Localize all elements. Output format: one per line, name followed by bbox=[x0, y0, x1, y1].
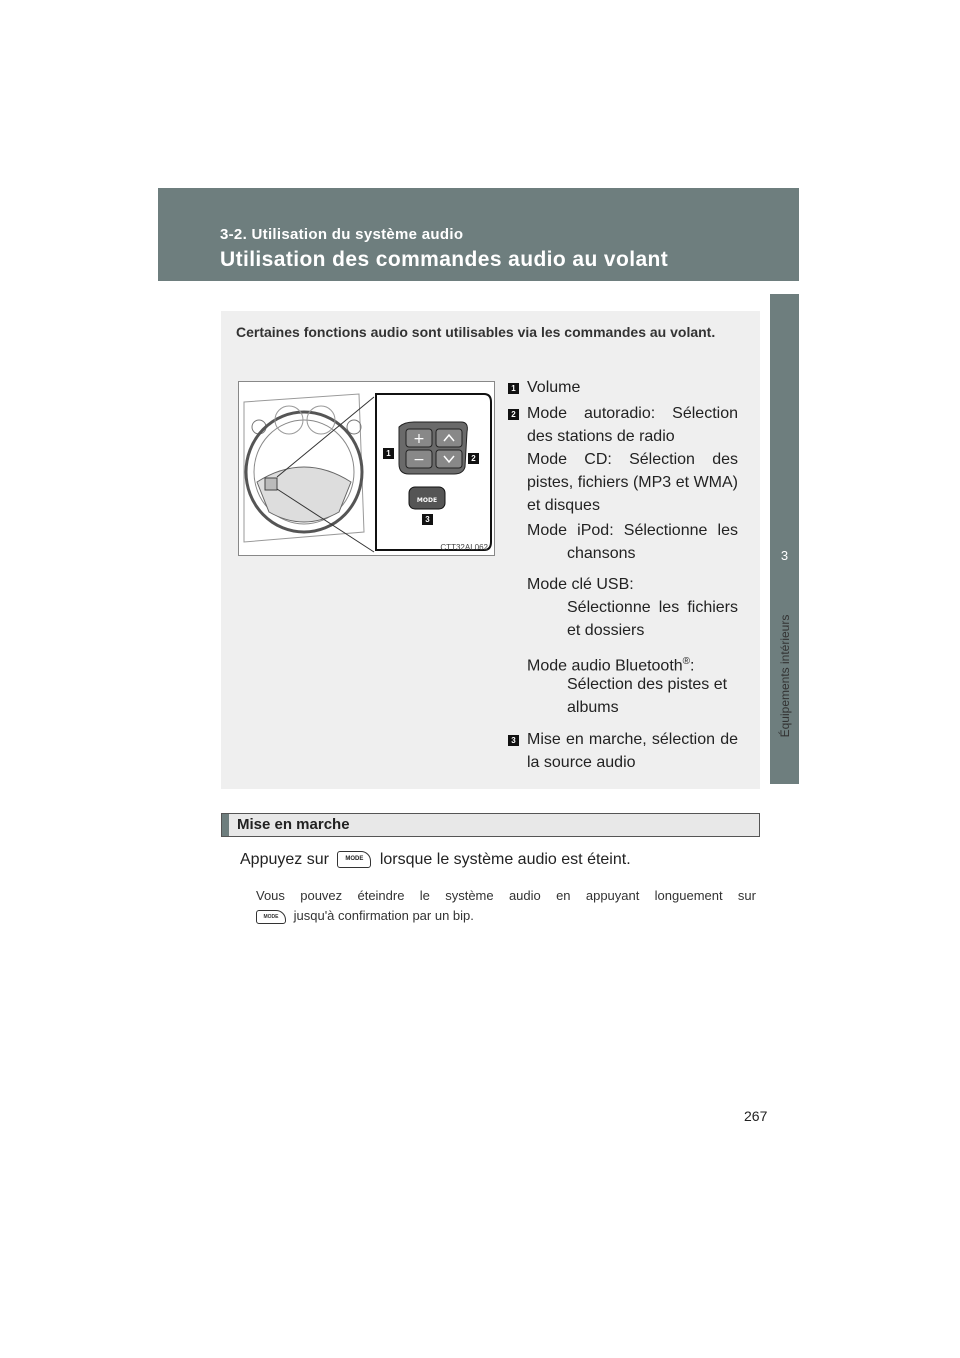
cd-mode-text: Mode CD: Sélection des pistes, fichiers (MP3 et WMA) et disques bbox=[527, 451, 738, 514]
usb-mode-label: Mode clé USB: bbox=[527, 576, 634, 593]
ipod-mode-cont: chansons bbox=[567, 545, 636, 562]
figure-callout-1: 1 bbox=[383, 448, 394, 459]
para2-after: jusqu'à confirmation par un bip. bbox=[293, 908, 474, 923]
ipod-mode-label: Mode iPod: Sélectionne les bbox=[527, 522, 738, 539]
svg-text:−: − bbox=[413, 452, 425, 468]
note-paragraph bbox=[256, 886, 756, 926]
chapter-number: 3 bbox=[780, 548, 789, 563]
svg-text:+: + bbox=[413, 431, 425, 447]
item-number-1: 1 bbox=[508, 383, 519, 394]
para1-before: Appuyez sur bbox=[240, 851, 329, 868]
section-bar bbox=[222, 814, 229, 836]
registered-mark: ® bbox=[682, 656, 691, 667]
mode-key-icon: MODE bbox=[337, 851, 371, 868]
item-number-2: 2 bbox=[508, 409, 519, 420]
para2-before: Vous pouvez éteindre le système audio en appuyant longuement sur bbox=[256, 888, 756, 903]
para1-after: lorsque le système audio est éteint. bbox=[379, 851, 631, 868]
figure-callout-3: 3 bbox=[422, 514, 433, 525]
page-number: 267 bbox=[744, 1108, 768, 1124]
figure-callout-2: 2 bbox=[468, 453, 479, 464]
steering-wheel-figure bbox=[238, 381, 495, 556]
item-text: Volume bbox=[527, 379, 581, 396]
item-number-3: 3 bbox=[508, 735, 519, 746]
figure-code: CTT32AL062 bbox=[440, 543, 488, 552]
mode-key-icon: MODE bbox=[256, 910, 286, 924]
section-title: Mise en marche bbox=[237, 816, 350, 833]
bt-colon: : bbox=[690, 657, 695, 675]
section-header bbox=[221, 813, 760, 837]
item-text: Mise en marche, sélection de la source audio bbox=[527, 731, 738, 771]
chapter-side-label-wrap bbox=[778, 576, 792, 776]
bt-mode-cont: Sélection des pistes et albums bbox=[567, 676, 728, 716]
figure-mode-button-label: MODE bbox=[416, 497, 438, 504]
page-title: Utilisation des commandes audio au volant bbox=[220, 248, 669, 271]
steering-wheel-illustration bbox=[239, 382, 494, 555]
chapter-side-label: Équipements intérieurs bbox=[778, 614, 792, 738]
item-text: Mode autoradio: Sélection des stations de radio bbox=[527, 405, 738, 445]
usb-mode-cont: Sélectionne les fichiers et dossiers bbox=[567, 599, 738, 639]
section-subtitle: 3-2. Utilisation du système audio bbox=[220, 226, 464, 243]
chapter-header bbox=[158, 188, 799, 281]
bt-mode-label: Mode audio Bluetooth bbox=[527, 657, 683, 675]
intro-text: Certaines fonctions audio sont utilisables via les commandes au volant. bbox=[236, 324, 716, 340]
instruction-paragraph bbox=[240, 851, 631, 869]
